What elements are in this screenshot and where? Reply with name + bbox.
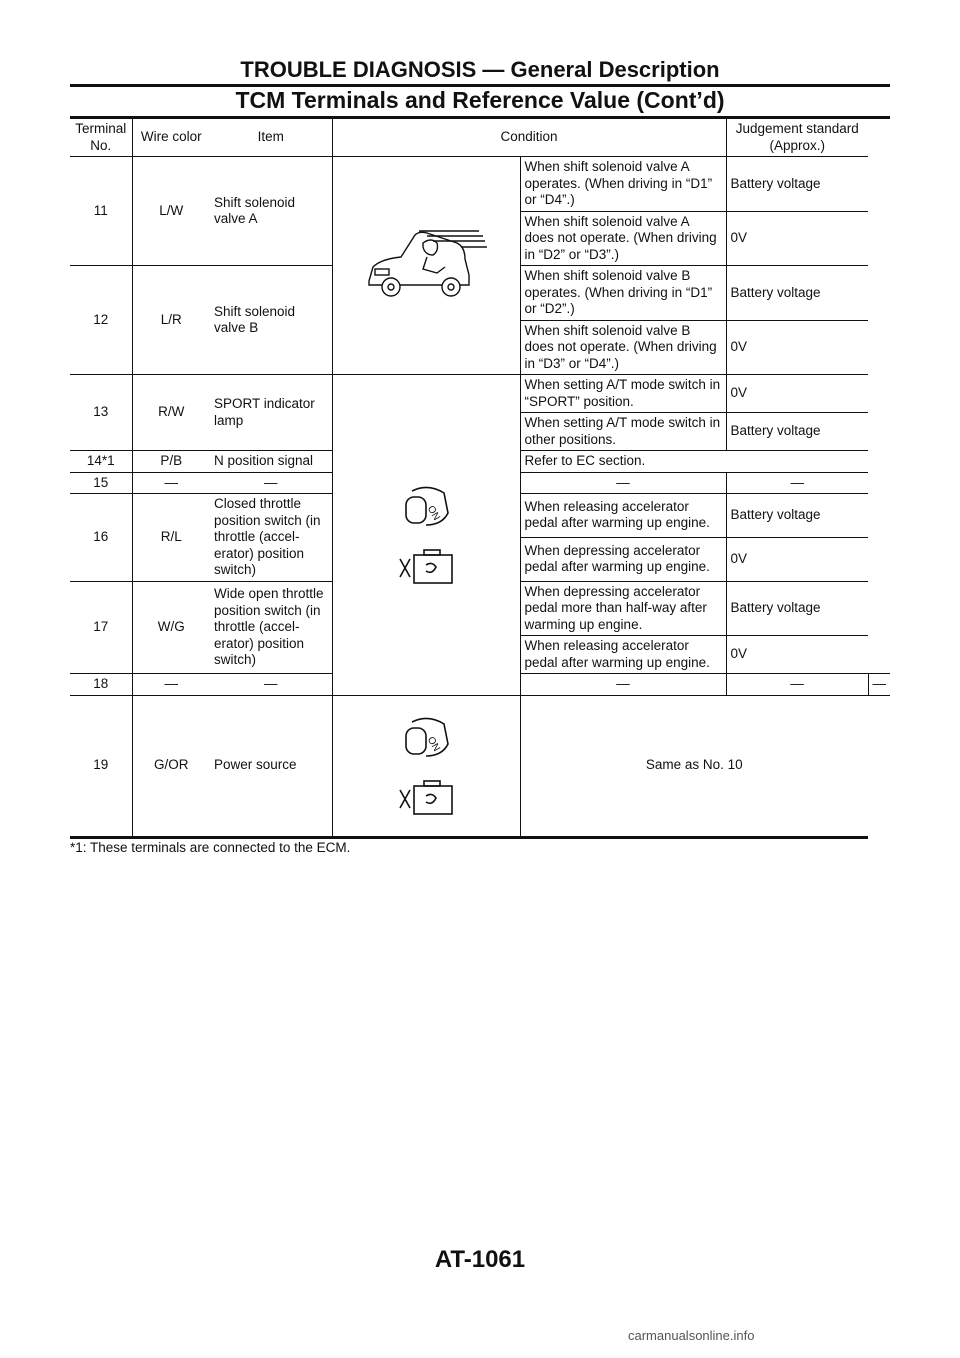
condition-text: When releasing accelerator pedal after warming up engine. [520,636,726,674]
item-label: Closed throttle position switch (in throttle (accel-erator) position switch) [210,494,332,582]
engine-running-icon [396,778,456,818]
wire-color: G/OR [132,695,210,837]
condition-text: When setting A/T mode switch in other positions. [520,413,726,451]
terminal-no: 15 [70,472,132,494]
terminal-no: 18 [70,674,132,696]
item-label: SPORT indicator lamp [210,375,332,451]
table-row [70,695,890,837]
terminal-table [70,116,890,839]
footnote: *1: These terminals are connected to the ECM. [70,840,351,855]
judgement-value: Battery voltage [726,413,868,451]
judgement-value: — [726,472,868,494]
terminal-no: 12 [70,266,132,375]
wire-color: R/L [132,494,210,582]
item-label: N position signal [210,451,332,473]
ignition-engine-icons [332,375,520,696]
svg-text:ON: ON [424,503,442,523]
condition-text: When shift solenoid valve A does not operate. (When driving in “D2” or “D3”.) [520,211,726,266]
col-header-wire: Wire color [132,118,210,157]
wire-color: L/W [132,157,210,266]
judgement-value: Battery voltage [726,581,868,636]
item-label: Power source [210,695,332,837]
condition-text: — [520,472,726,494]
driving-car-icon [332,157,520,375]
wire-color: R/W [132,375,210,451]
item-label: Shift solenoid valve B [210,266,332,375]
condition-text: When setting A/T mode switch in “SPORT” position. [520,375,726,413]
terminal-no: 13 [70,375,132,451]
wire-color: P/B [132,451,210,473]
engine-running-icon [396,547,456,587]
item-label: Shift solenoid valve A [210,157,332,266]
judgement-value: 0V [726,636,868,674]
condition-text: When shift solenoid valve B does not operate. (When driving in “D3” or “D4”.) [520,320,726,375]
ignition-key-on-icon [398,714,454,760]
condition-text: When shift solenoid valve A operates. (When driving in “D1” or “D4”.) [520,157,726,212]
ignition-engine-icons [332,695,520,837]
terminal-no: 16 [70,494,132,582]
wire-color: — [132,674,210,696]
col-header-terminal: Terminal No. [70,118,132,157]
col-header-condition: Condition [332,118,726,157]
wire-color: L/R [132,266,210,375]
judgement-value: 0V [726,320,868,375]
condition-text: When depressing accelerator pedal more than half-way after warming up engine. [520,581,726,636]
svg-text:ON: ON [424,734,442,754]
judgement-value: 0V [726,211,868,266]
page-number: AT-1061 [434,1246,526,1273]
table-row [70,375,890,413]
terminal-no: 11 [70,157,132,266]
item-label: Wide open throttle position switch (in throttle (accel-erator) position switch) [210,581,332,674]
condition-text: When depressing accelerator pedal after warming up engine. [520,537,726,581]
icon-placeholder: — [520,674,726,696]
col-header-judgement: Judgement standard (Approx.) [726,118,868,157]
judgement-value: Battery voltage [726,157,868,212]
terminal-no: 19 [70,695,132,837]
terminal-no: 14*1 [70,451,132,473]
ignition-key-on-icon [398,483,454,529]
condition-text: When releasing accelerator pedal after warming up engine. [520,494,726,538]
judgement-value: — [868,674,890,696]
condition-text: — [726,674,868,696]
judgement-value: 0V [726,537,868,581]
col-header-item: Item [210,118,332,157]
condition-text: Refer to EC section. [520,451,868,473]
item-label: — [210,674,332,696]
condition-text: When shift solenoid valve B operates. (When driving in “D1” or “D2”.) [520,266,726,321]
item-label: — [210,472,332,494]
condition-text: Same as No. 10 [520,695,868,837]
wire-color: — [132,472,210,494]
terminal-no: 17 [70,581,132,674]
judgement-value: Battery voltage [726,266,868,321]
table-header-row [70,118,890,157]
wire-color: W/G [132,581,210,674]
section-title: TROUBLE DIAGNOSIS — General Description [240,57,720,82]
judgement-value: 0V [726,375,868,413]
subsection-title: TCM Terminals and Reference Value (Cont’d) [235,87,725,113]
table-row [70,157,890,212]
watermark: carmanualsonline.info [628,1328,755,1343]
judgement-value: Battery voltage [726,494,868,538]
